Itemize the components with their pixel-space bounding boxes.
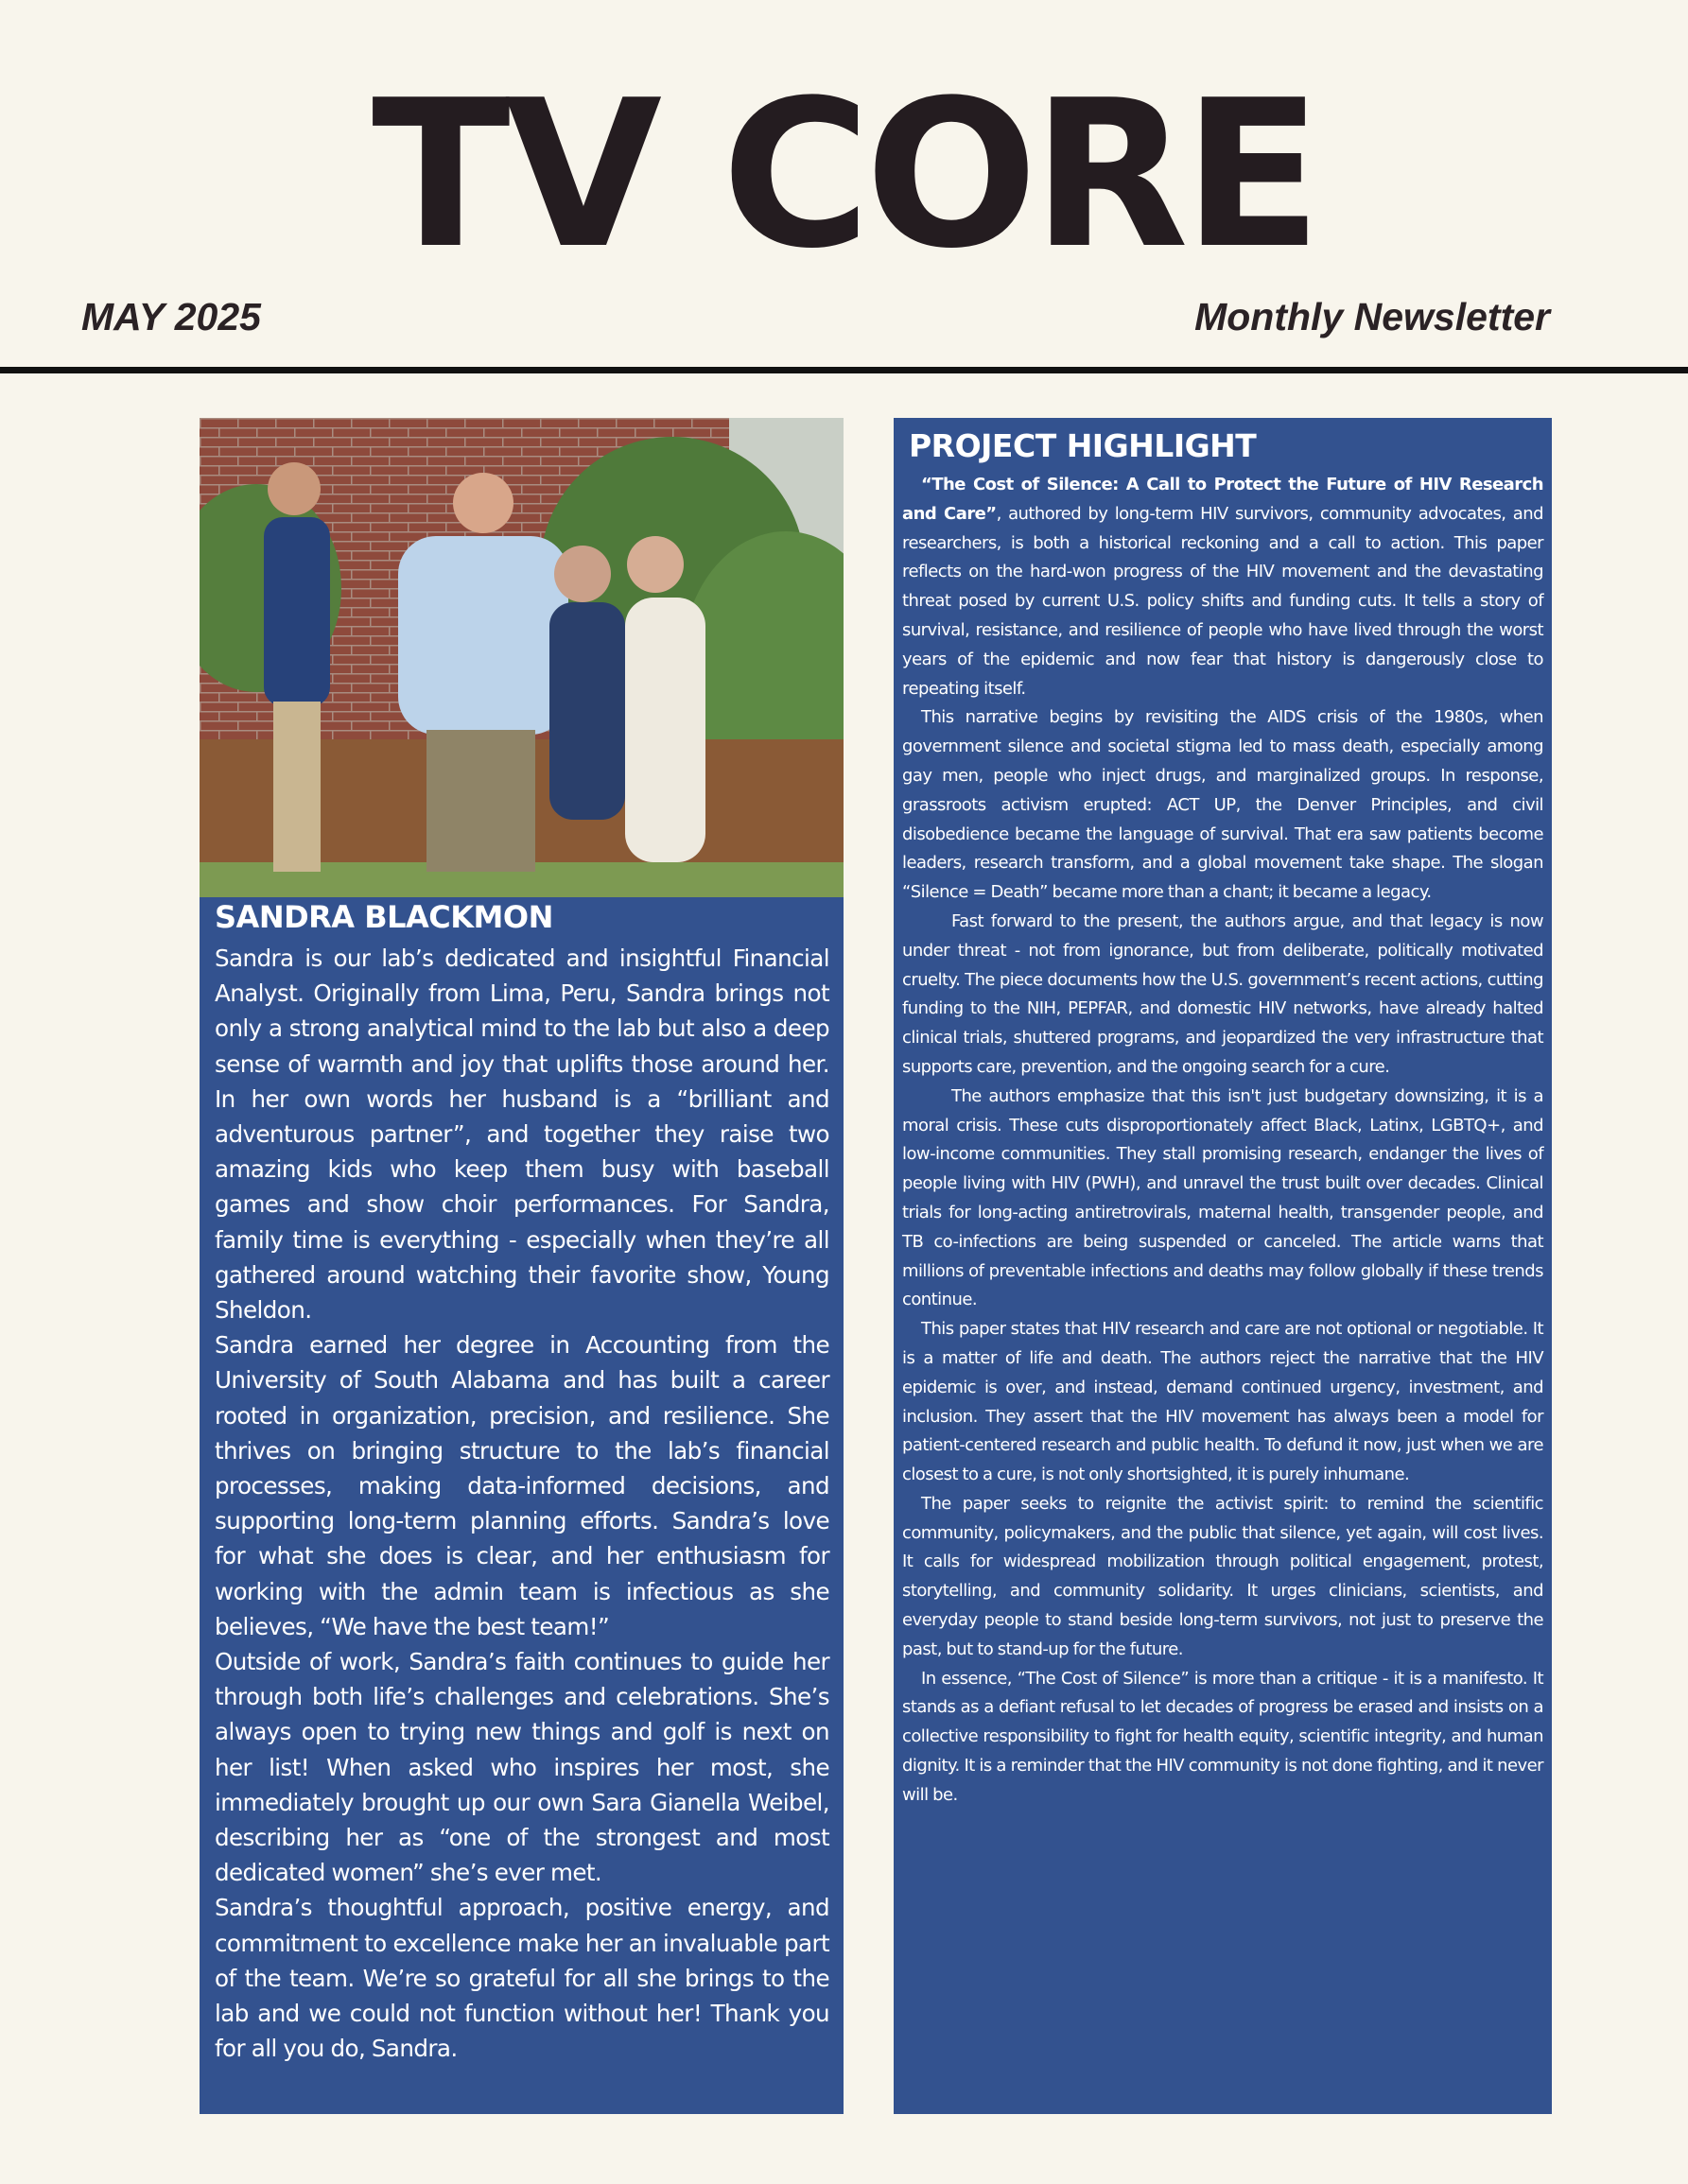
- issue-date: MAY 2025: [81, 295, 261, 338]
- group-photo-illustration: [200, 418, 844, 897]
- article-lead-paragraph: [902, 471, 1543, 703]
- header-divider: [0, 367, 1688, 373]
- issue-type: Monthly Newsletter: [1194, 295, 1550, 338]
- bio-paragraph: Outside of work, Sandra’s faith continues to guide her through both life’s challenges and celebrations. She’s always open to trying new things and golf is next on her list! When asked who inspires her most, she immediately brought up our own Sara Gianella Weibel, describing her as “one of the strongest and most dedicated women” she’s ever met.: [215, 1648, 829, 1887]
- newsletter-title: TV CORE: [372, 56, 1316, 293]
- paper-title: “The Cost of Silence: A Call to Protect the Future of HIV Research and Care”: [902, 475, 1543, 524]
- bio-paragraph: Sandra’s thoughtful approach, positive energy, and commitment to excellence make her an invaluable part of the team. We’re so grateful for all she brings to the lab and we could not function without her! Thank you for all you do, Sandra.: [215, 1894, 829, 2063]
- group-photo: [200, 418, 844, 897]
- section-heading: PROJECT HIGHLIGHT: [909, 427, 1257, 464]
- highlight-article: [902, 471, 1543, 1811]
- project-highlight-panel: [894, 418, 1552, 2114]
- staff-name: SANDRA BLACKMON: [215, 899, 553, 935]
- article-paragraph: This paper states that HIV research and care are not optional or negotiable. It is a matter of life and death. The authors reject the narrative that the HIV epidemic is over, and instead, demand continued urgency, investment, and inclusion. They assert that the HIV movement has always been a model for patient-centered research and public health. To defund it now, just when we are closest to a cure, is not only shortsighted, it is purely inhumane.: [902, 1319, 1543, 1485]
- bio-paragraph: Sandra earned her degree in Accounting from the University of South Alabama and has built a career rooted in organization, precision, and resilience. She thrives on bringing structure to the lab’s financial processes, making data-informed decisions, and supporting long-term planning efforts. Sandra’s love for what she does is clear, and her enthusiasm for working with the admin team is infectious as she believes, “We have the best team!”: [215, 1331, 829, 1640]
- lead-text: , authored by long-term HIV survivors, community advocates, and researchers, is both a historical reckoning and a call to action. This paper reflects on the hard-won progress of the HIV movement and the devastating threat posed by current U.S. policy shifts and funding cuts. It tells a story of survival, resistance, and resilience of people who have lived through the worst years of the epidemic and now fear that history is dangerously close to repeating itself.: [902, 503, 1544, 699]
- staff-bio: [215, 941, 829, 2067]
- article-paragraph: Fast forward to the present, the authors argue, and that legacy is now under threat - not from ignorance, but from deliberate, politically motivated cruelty. The piece documents how the U.S. government’s recent actions, cutting funding to the NIH, PEPFAR, and domestic HIV networks, have already halted clinical trials, shuttered programs, and jeopardized the very infrastructure that supports care, prevention, and the ongoing search for a cure.: [902, 910, 1543, 1077]
- bio-paragraph: Sandra is our lab’s dedicated and insightful Financial Analyst. Originally from Lima, Peru, Sandra brings not only a strong analytical mind to the lab but also a deep sense of warmth and joy that uplifts those around her. In her own words her husband is a “brilliant and adventurous partner”, and together they raise two amazing kids who keep them busy with baseball games and show choir performances. For Sandra, family time is everything - especially when they’re all gathered around watching their favorite show, Young Sheldon.: [215, 945, 829, 1325]
- article-paragraph: This narrative begins by revisiting the AIDS crisis of the 1980s, when government silence and societal stigma led to mass death, especially among gay men, people who inject drugs, and marginalized groups. In response, grassroots activism erupted: ACT UP, the Denver Principles, and civil disobedience became the language of survival. That era saw patients become leaders, research transform, and a global movement take shape. The slogan “Silence = Death” became more than a chant; it became a legacy.: [902, 707, 1543, 903]
- article-paragraph: The paper seeks to reignite the activist spirit: to remind the scientific community, policymakers, and the public that silence, yet again, will cost lives. It calls for widespread mobilization through political engagement, protest, storytelling, and community solidarity. It urges clinicians, scientists, and everyday people to stand beside long-term survivors, not just to preserve the past, but to stand-up for the future.: [902, 1493, 1543, 1659]
- staff-feature-panel: [200, 418, 844, 2114]
- article-paragraph: The authors emphasize that this isn't just budgetary downsizing, it is a moral crisis. These cuts disproportionately affect Black, Latinx, LGBTQ+, and low-income communities. They stall promising research, endanger the lives of people living with HIV (PWH), and unravel the trust built over decades. Clinical trials for long-acting antiretrovirals, maternal health, transgender people, and TB co-infections are being suspended or canceled. The article warns that millions of preventable infections and deaths may follow globally if these trends continue.: [902, 1085, 1543, 1310]
- article-paragraph: In essence, “The Cost of Silence” is more than a critique - it is a manifesto. It stands as a defiant refusal to let decades of progress be erased and insists on a collective responsibility to fight for health equity, scientific integrity, and human dignity. It is a reminder that the HIV community is not done fighting, and it never will be.: [902, 1668, 1543, 1805]
